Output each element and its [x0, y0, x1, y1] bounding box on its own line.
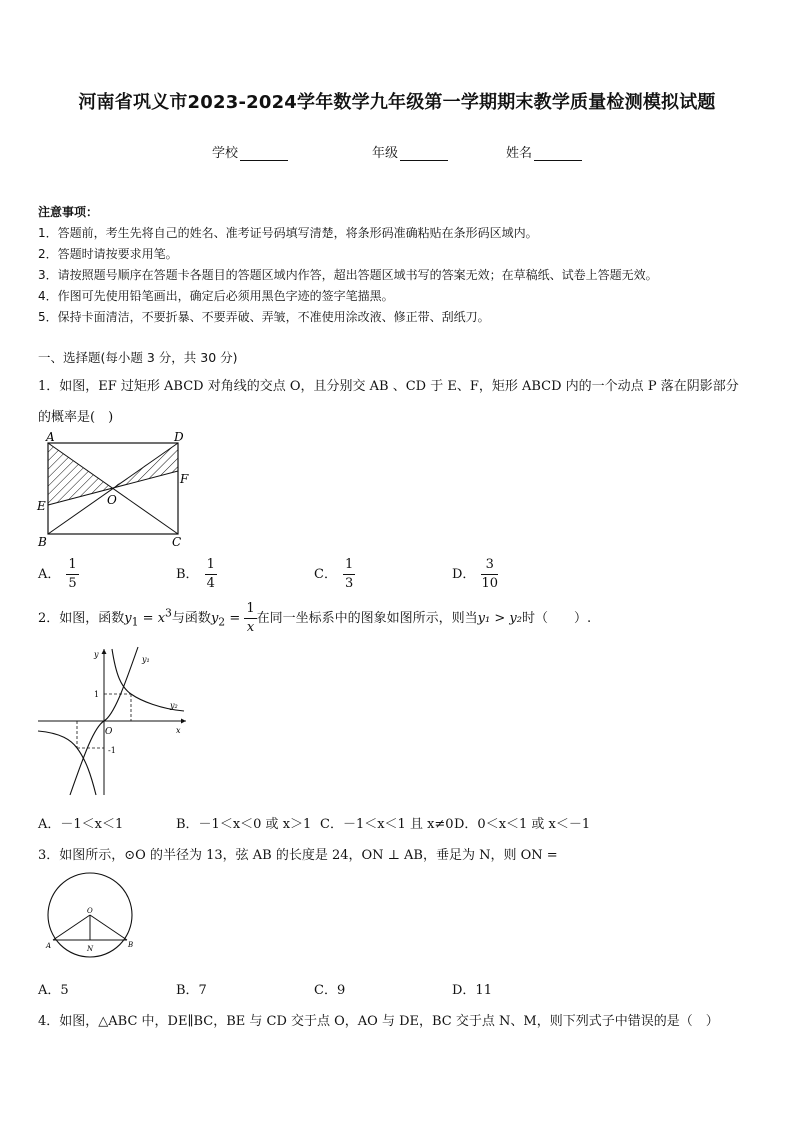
- x-axis-label: x: [176, 726, 181, 735]
- q3-option-b[interactable]: B．7: [176, 983, 207, 998]
- q2-option-c[interactable]: C．－1＜x＜1 且 x≠0: [320, 817, 454, 832]
- q2-end: 时（ ）.: [521, 611, 592, 626]
- numerator: 3: [481, 556, 498, 575]
- y2-subscript: 2: [218, 615, 226, 629]
- notes-heading: 注意事项：: [38, 205, 99, 219]
- fraction: [66, 556, 78, 593]
- q3-option-d[interactable]: D．11: [452, 983, 492, 998]
- label-c: C: [172, 535, 182, 549]
- note-item: 3．请按照题号顺序在答题卡各题目的答题区域内作答，超出答题区域书写的答案无效；在草稿纸、试卷上答题无效。: [38, 268, 658, 282]
- label-o: O: [107, 493, 117, 507]
- q1-option-c[interactable]: [314, 556, 355, 593]
- label-a: A: [46, 942, 52, 950]
- name-field: [506, 142, 582, 161]
- q1-option-a[interactable]: [38, 556, 79, 593]
- label-b: B: [38, 535, 47, 549]
- y1-curve-label: y₁: [142, 655, 150, 664]
- numerator: 1: [66, 556, 78, 575]
- name-label: 姓名: [506, 146, 533, 161]
- section-heading: 一、选择题(每小题 3 分，共 30 分): [38, 350, 238, 365]
- q1-option-d[interactable]: [452, 556, 498, 593]
- tick-label-1: 1: [94, 690, 100, 699]
- q3-circle-figure: [40, 872, 140, 962]
- school-blank: [240, 147, 288, 161]
- note-item: 1．答题前，考生先将自己的姓名、准考证号码填写清楚，将条形码准确粘贴在条形码区域内。: [38, 226, 538, 240]
- q3-stem: 3．如图所示，⊙O 的半径为 13，弦 AB 的长度是 24，ON ⊥ AB，垂足为 N，则 ON =: [38, 848, 558, 863]
- fraction: [205, 556, 217, 593]
- school-field: [212, 142, 288, 161]
- label-a: A: [46, 430, 55, 444]
- eq2: =: [225, 611, 245, 626]
- option-key: B．: [176, 567, 199, 582]
- q2-stem: [38, 600, 591, 637]
- fraction: [343, 556, 355, 593]
- denominator: 10: [481, 576, 498, 591]
- radius-ob: [90, 915, 127, 940]
- fraction: [481, 556, 498, 593]
- q1-line2: 的概率是( ): [38, 410, 114, 425]
- radius-oa: [53, 915, 90, 940]
- denominator: 3: [344, 576, 354, 591]
- q3-option-c[interactable]: C．9: [314, 983, 346, 998]
- y1-symbol: y: [124, 611, 132, 626]
- q3-option-a[interactable]: A．5: [38, 983, 69, 998]
- q2-function-graph: [36, 645, 194, 797]
- label-d: D: [174, 430, 184, 444]
- numerator: 1: [205, 556, 217, 575]
- tick-label-neg1: -1: [108, 746, 116, 755]
- q1-option-b[interactable]: [176, 556, 217, 593]
- option-key: C．: [314, 567, 337, 582]
- q1-rectangle-figure: [36, 430, 196, 552]
- q2-suffix: 在同一坐标系中的图象如图所示，则当: [256, 611, 478, 626]
- q2-option-a[interactable]: A．－1＜x＜1: [38, 817, 124, 832]
- grade-label: 年级: [372, 146, 399, 161]
- hyperbola-branch-negative: [38, 731, 96, 795]
- grade-blank: [400, 147, 448, 161]
- label-b: B: [128, 941, 134, 949]
- q2-option-b[interactable]: B．－1＜x＜0 或 x＞1: [176, 817, 312, 832]
- note-item: 2．答题时请按要求用笔。: [38, 247, 178, 261]
- y1-subscript: 1: [131, 615, 139, 629]
- y-axis-arrow: [102, 649, 107, 654]
- label-n: N: [87, 945, 94, 953]
- denominator: 4: [206, 576, 215, 591]
- y-axis-label: y: [94, 650, 99, 659]
- option-key: D．: [452, 567, 476, 582]
- origin-label: O: [105, 727, 113, 737]
- q2-option-d[interactable]: D．0＜x＜1 或 x＜－1: [454, 817, 591, 832]
- denominator: 5: [68, 576, 77, 591]
- numerator: 1: [343, 556, 355, 575]
- eq1: = x: [138, 611, 166, 626]
- label-o: O: [87, 907, 93, 915]
- school-label: 学校: [212, 146, 239, 161]
- label-f: F: [180, 472, 189, 486]
- label-e: E: [37, 499, 46, 513]
- grade-field: [372, 142, 448, 161]
- note-item: 5．保持卡面清洁，不要折暴、不要弄破、弄皱，不准使用涂改液、修正带、刮纸刀。: [38, 310, 490, 324]
- name-blank: [534, 147, 582, 161]
- denominator: x: [246, 620, 255, 635]
- option-key: A．: [38, 567, 61, 582]
- q1-line1: 1．如图，EF 过矩形 ABCD 对角线的交点 O，且分别交 AB 、CD 于 E、F，矩形 ABCD 内的一个动点 P 落在阴影部分: [38, 379, 739, 394]
- numerator: 1: [244, 600, 256, 619]
- notes-block: [38, 202, 658, 328]
- x-axis-arrow: [181, 719, 186, 724]
- q2-mid: 与函数: [171, 611, 211, 626]
- y2-curve-label: y₂: [170, 701, 178, 710]
- y2-symbol: y: [210, 611, 219, 626]
- q4-stem: 4．如图，△ABC 中，DE∥BC，BE 与 CD 交于点 O，AO 与 DE，BC 交于点 N、M，则下列式子中错误的是（ ）: [38, 1014, 719, 1029]
- q2-condition: y₁ > y₂: [477, 611, 522, 626]
- cube-exponent: 3: [165, 606, 172, 620]
- page-title: 河南省巩义市2023-2024学年数学九年级第一学期期末教学质量检测模拟试题: [78, 92, 716, 113]
- reciprocal-fraction: [244, 600, 256, 637]
- note-item: 4．作图可先使用铅笔画出，确定后必须用黑色字迹的签字笔描黑。: [38, 289, 394, 303]
- q2-prefix: 2．如图，函数: [38, 611, 125, 626]
